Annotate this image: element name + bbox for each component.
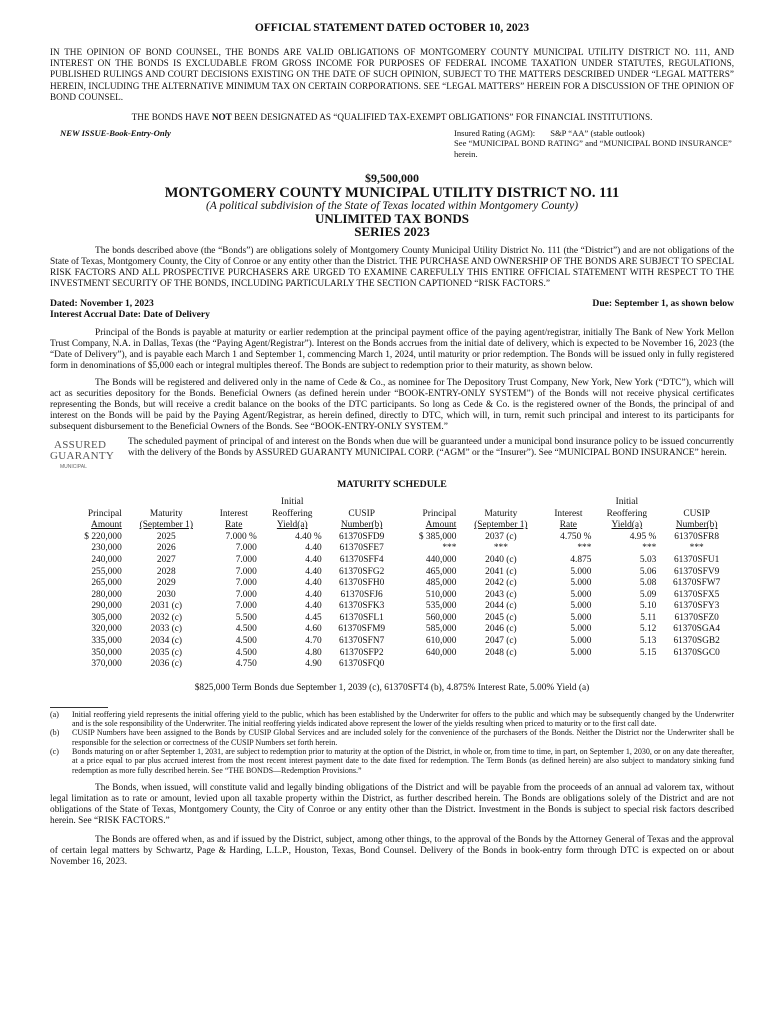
header-interest-line [545,497,591,509]
header-cusip-line: CUSIP [348,508,375,519]
insurance-paragraph: The scheduled payment of principal of and interest on the Bonds when due will be guaranteed under a municipal bond insurance policy to be issued concurrently with the delivery of the Bonds by ASSURED GUARANTY MUNICIPAL CORP. (“AGM” or the “Insurer”). See “MUNICIPAL BOND INSURANCE” herein. [128,437,734,459]
logo-line-1: ASSURED [54,439,107,452]
table-cell-reoffering: 4.80 [305,647,322,658]
header-principal-line: Amount [425,520,457,531]
table-cell-principal: 585,000 [425,624,457,635]
header-principal-line: Amount [91,520,122,531]
table-cell-maturity: 2048 (c) [485,647,517,658]
table-cell-interest: 7.000 [235,543,257,554]
table-cell-interest: 5.000 [570,624,592,635]
table-cell-principal: 305,000 [91,612,122,623]
table-cell-cusip: 61370SGB2 [673,636,720,647]
table-cell-interest: 4.500 [235,636,257,647]
table-cell-cusip: *** [689,543,704,554]
header-maturity-line: (September 1) [139,520,193,531]
header-maturity-line: Maturity [149,508,183,519]
table-cell-interest: 7.000 [235,554,257,565]
header-reoffering [260,497,325,532]
header-reoffering-line: Yield(a) [611,520,643,531]
header-interest-line: Interest [219,508,248,519]
logo-line-3: MUNICIPAL [60,464,87,471]
table-cell-reoffering: 5.13 [639,636,657,647]
table-cell-principal: 320,000 [91,624,122,635]
header-interest [208,497,260,532]
header-cusip-line [328,497,396,509]
table-cell-interest: 7.000 [235,566,257,577]
dates-row [50,298,734,309]
table-cell-maturity: 2031 (c) [150,601,183,612]
footnote [50,728,734,747]
footnote-text: Initial reoffering yield represents the initial offering yield to the public, which has been established by the Underwriter for offers to the public and which may be subsequently changed by the Underwriter and is the sole responsibility of the Underwriter. The initial reoffering yields indicated above represent the lower of the yields resulting when priced to maturity or to the first call date. [72,709,734,729]
footnote-rule [50,707,108,708]
tax-exempt-post: BEEN DESIGNATED AS “QUALIFIED TAX-EXEMPT OBLIGATIONS” FOR FINANCIAL INSTITUTIONS. [231,112,653,123]
registration-paragraph: The Bonds will be registered and delivered only in the name of Cede & Co., as nominee for The Depository Trust Company, New York, New York (“DTC”), which will act as securities depository for the Bonds. Beneficial Owners (as defined herein under “BOOK-ENTRY-ONLY SYSTEM”) of the Bonds will not receive physical certificates representing the Bonds, but will receive a credit balance on the books of the DTC participants. So long as Cede & Co. is the registered owner of the Bonds, the principal of and interest on the Bonds will be paid by the Paying Agent/Registrar, as herein defined, directly to DTC, which will, in turn, remit such principal and interest to its participants for subsequent disbursement to the Beneficial Owners of the Bonds. See “BOOK-ENTRY-ONLY SYSTEM.” [50,378,734,433]
assured-guaranty-logo [50,437,128,471]
footnote-text: Bonds maturing on or after September 1, 2031, are subject to redemption prior to maturity at the option of the District, in whole or, from time to time, in part, on September 1, 2030, or on any date thereafter, at a price equal to par plus accrued interest from the most recent interest payment date to the date fixed for redemption. The Term Bonds (as defined herein) are also subject to mandatory sinking fund redemption as more fully described herein. See “THE BONDS—Redemption Provisions.” [72,747,734,775]
table-cell-interest: 5.000 [570,578,592,589]
tax-exempt-pre: THE BONDS HAVE [131,112,212,123]
header-principal-line [402,497,457,509]
header-principal [399,497,460,532]
table-cell-principal: 485,000 [425,578,457,589]
table-cell-cusip: 61370SFL1 [339,612,384,623]
table-cell-interest: 5.000 [570,636,592,647]
table-cell-cusip: 61370SFG2 [338,566,385,577]
table-cell-cusip: 61370SFM9 [338,624,386,635]
header-cusip [659,497,734,532]
table-cell-reoffering: 5.06 [639,566,657,577]
table-cell-cusip: 61370SFR8 [674,531,720,542]
table-cell-maturity: 2033 (c) [150,624,183,635]
table-cell-cusip: 61370SFF4 [339,554,384,565]
table-cell-reoffering: 4.40 [305,543,322,554]
table-cell-interest: 7.000 % [225,531,257,542]
table-row [64,543,734,555]
header-cusip-line: Number(b) [340,520,383,531]
table-cell-cusip: 61370SFY3 [673,601,720,612]
table-cell-cusip: 61370SFJ6 [340,589,383,600]
table-cell-maturity: *** [493,543,508,554]
table-row [64,578,734,590]
table-cell-reoffering: 5.03 [639,554,657,565]
table-cell-maturity: 2025 [156,531,176,542]
header-row [64,497,734,532]
header-maturity-line: (September 1) [474,520,528,531]
table-cell-maturity: 2030 [156,589,176,600]
table-cell-reoffering: 4.40 [305,589,322,600]
issuer-subdivision: (A political subdivision of the State of Texas located within Montgomery County) [205,200,579,213]
new-issue-label: NEW ISSUE-Book-Entry-Only [60,128,171,139]
table-cell-maturity: 2040 (c) [485,554,517,565]
table-cell-interest: 4.750 [235,659,257,670]
table-cell-cusip: 61370SFK3 [338,601,385,612]
offering-paragraph: The Bonds are offered when, as and if issued by the District, subject, among other things, to the approval of the Bonds by the Attorney General of Texas and the approval of certain legal matters by Schwartz, Page & Harding, L.L.P., Houston, Texas, Bond Counsel. Delivery of the Bonds in book-entry form through DTC is expected on or about November 16, 2023. [50,834,734,867]
table-cell-maturity: 2037 (c) [485,531,517,542]
table-cell-reoffering [594,659,659,671]
table-cell-maturity: 2028 [156,566,176,577]
header-principal-line: Principal [422,508,457,519]
table-cell-principal: 230,000 [91,543,122,554]
table-cell-cusip: 61370SFD9 [338,531,385,542]
table-cell-maturity: 2032 (c) [150,612,183,623]
table-row [64,567,734,579]
table-cell-reoffering: 4.45 [305,612,322,623]
table-row [64,601,734,613]
header-cusip [325,497,399,532]
header-cusip-line [662,497,731,509]
footnote [50,710,734,729]
tax-exempt-not: NOT [211,112,232,123]
table-cell-reoffering: 4.40 [305,554,322,565]
table-cell-principal: $ 385,000 [418,531,457,542]
table-cell-interest: 4.500 [235,624,257,635]
maturity-table-header [64,497,734,532]
table-cell-interest: 7.000 [235,589,257,600]
header-reoffering-line: Reoffering [606,508,648,519]
table-cell-interest: 4.500 [235,647,257,658]
table-cell-maturity: 2045 (c) [485,612,517,623]
header-maturity-line [128,497,205,509]
table-cell-reoffering: 5.10 [639,601,657,612]
table-cell-principal: 290,000 [91,601,122,612]
table-cell-reoffering: 5.11 [640,612,657,623]
obligations-paragraph: The Bonds, when issued, will constitute valid and legally binding obligations of the District and will be payable from the proceeds of an annual ad valorem tax, without legal limitation as to rate or amount, levied upon all taxable property within the District, as further described herein. The Bonds are obligations solely of the District and are not obligations of the State of Texas, Montgomery County, the City of Conroe or any entity other than the District. Investment in the Bonds is subject to special risk factors described herein. See “RISK FACTORS.” [50,782,734,826]
table-cell-interest: 4.750 % [560,531,592,542]
footnote-key: (a) [50,709,59,719]
table-cell-principal: 560,000 [425,612,457,623]
header-interest-line [211,497,257,509]
bond-series: SERIES 2023 [354,224,430,240]
table-cell-interest: 5.500 [235,612,257,623]
table-cell-principal: 535,000 [425,601,457,612]
header-maturity-line: Maturity [484,508,518,519]
table-cell-cusip: 61370SFN7 [338,636,385,647]
table-cell-reoffering: 5.12 [639,624,657,635]
table-cell-cusip: 61370SFZ0 [674,612,719,623]
principal-paragraph: Principal of the Bonds is payable at maturity or earlier redemption at the principal payment office of the paying agent/registrar, initially The Bank of New York Mellon Trust Company, N.A. in Dallas, Texas (the “Paying Agent/Registrar”). Interest on the Bonds accrues from the initial date of delivery, which is expected to be November 16, 2023 (the “Date of Delivery”), and is payable each March 1 and September 1, commencing March 1, 2024, until maturity or prior redemption. The Bonds will be issued only in fully registered form in denominations of $5,000 each or integral multiples thereof. The Bonds are subject to redemption prior to their maturity, as shown below. [50,328,734,372]
table-cell-principal: 265,000 [91,578,122,589]
table-row [64,555,734,567]
header-maturity [459,497,542,532]
table-cell-reoffering: 4.40 [305,601,322,612]
rating-line-2: See “MUNICIPAL BOND RATING” and “MUNICIPAL BOND INSURANCE” herein. [454,138,732,159]
table-cell-interest: *** [577,543,592,554]
table-cell-cusip: 61370SFU1 [673,554,720,565]
table-cell-principal: 640,000 [425,647,457,658]
table-row [64,624,734,636]
table-cell-reoffering: 4.40 [305,578,322,589]
bond-type: UNLIMITED TAX BONDS [314,211,470,227]
table-cell-maturity: 2041 (c) [485,566,517,577]
header-principal-line [67,497,122,509]
document-title: OFFICIAL STATEMENT DATED OCTOBER 10, 2023 [254,22,530,34]
dated-date: Dated: November 1, 2023 [50,298,154,310]
table-cell-maturity: 2044 (c) [485,601,517,612]
table-cell-maturity: 2034 (c) [150,636,183,647]
table-cell-principal: 370,000 [91,659,122,670]
table-cell-interest: 5.000 [570,612,592,623]
header-cusip-line: Number(b) [675,520,718,531]
bond-counsel-opinion: IN THE OPINION OF BOND COUNSEL, THE BONDS ARE VALID OBLIGATIONS OF MONTGOMERY COUNTY MUNICIPAL UTILITY DISTRICT NO. 111, AND INTEREST ON THE BONDS IS EXCLUDABLE FROM GROSS INCOME FOR PURPOSES OF FEDERAL INCOME TAXATION UNDER STATUTES, REGULATIONS, PUBLISHED RULINGS AND COURT DECISIONS EXISTING ON THE DATE OF SUCH OPINION, SUBJECT TO THE MATTERS DESCRIBED UNDER “LEGAL MATTERS” HEREIN, INCLUDING THE ALTERNATIVE MINIMUM TAX ON CERTAIN CORPORATIONS. SEE “LEGAL MATTERS” HEREIN FOR A DISCUSSION OF THE OPINION OF BOND COUNSEL. [50,47,734,102]
table-cell-maturity: 2027 [156,554,176,565]
table-cell-interest: 5.000 [570,647,592,658]
table-cell-maturity [459,659,542,671]
table-row [64,648,734,660]
table-cell-reoffering: 4.95 % [629,531,657,542]
maturity-table-body [64,532,734,671]
header-reoffering-line: Yield(a) [276,520,308,531]
table-cell-reoffering: 5.15 [639,647,657,658]
table-cell-principal: 350,000 [91,647,122,658]
table-cell-principal: 240,000 [91,554,122,565]
table-row [64,659,734,671]
table-cell-reoffering: *** [642,543,657,554]
table-cell-maturity: 2047 (c) [485,636,517,647]
table-cell-maturity: 2036 (c) [150,659,183,670]
table-cell-reoffering: 5.08 [639,578,657,589]
term-bonds-line: $825,000 Term Bonds due September 1, 2039 (c), 61370SFT4 (b), 4.875% Interest Rate, 5.00% Yield (a) [194,682,590,693]
issuer-name: MONTGOMERY COUNTY MUNICIPAL UTILITY DISTRICT NO. 111 [164,185,620,202]
header-interest-line: Interest [554,508,583,519]
rating-line-1: Insured Rating (AGM): S&P “AA” (stable outlook) [454,128,645,139]
table-row [64,613,734,625]
table-cell-maturity: 2042 (c) [485,578,517,589]
maturity-schedule-table [64,497,734,671]
table-cell-maturity: 2029 [156,578,176,589]
table-cell-principal: $ 220,000 [84,531,122,542]
table-cell-principal: 510,000 [425,589,457,600]
insurance-section [50,437,734,471]
table-cell-principal: 280,000 [91,589,122,600]
table-cell-maturity: 2035 (c) [150,647,183,658]
header-interest-line: Rate [559,520,577,531]
table-cell-principal [399,659,460,671]
header-reoffering [594,497,659,532]
table-cell-cusip: 61370SFE7 [339,543,384,554]
table-cell-principal: 465,000 [425,566,457,577]
header-interest [542,497,594,532]
header-principal-line: Principal [87,508,122,519]
table-cell-principal: *** [442,543,457,554]
table-cell-maturity: 2026 [156,543,176,554]
footnote-key: (c) [50,747,59,757]
table-cell-maturity: 2043 (c) [485,589,517,600]
table-cell-cusip: 61370SFV9 [673,566,720,577]
header-reoffering-line: Reoffering [272,508,313,519]
table-cell-interest: 5.000 [570,601,592,612]
table-cell-principal: 440,000 [425,554,457,565]
issue-info-row [50,128,734,159]
description-paragraph: The bonds described above (the “Bonds”) are obligations solely of Montgomery County Municipal Utility District No. 111 (the “District”) and are not obligations of the State of Texas, Montgomery County, the City of Conroe or any entity other than the District. THE PURCHASE AND OWNERSHIP OF THE BONDS ARE SUBJECT TO SPECIAL RISK FACTORS AND ALL PROSPECTIVE PURCHASERS ARE URGED TO EXAMINE CAREFULLY THIS ENTIRE OFFICIAL STATEMENT WITH RESPECT TO THE INVESTMENT SECURITY OF THE BONDS, INCLUDING PARTICULARLY THE SECTION CAPTIONED “RISK FACTORS.” [50,246,734,290]
table-cell-cusip [659,659,734,671]
table-cell-cusip: 61370SFQ0 [338,659,385,670]
table-cell-interest: 5.000 [570,589,592,600]
table-cell-cusip: 61370SFW7 [672,578,721,589]
table-cell-interest [542,659,594,671]
header-reoffering-line: Initial [281,497,304,508]
table-cell-reoffering: 4.90 [305,659,322,670]
due-date: Due: September 1, as shown below [592,298,734,310]
footnote-text: CUSIP Numbers have been assigned to the Bonds by CUSIP Global Services and are included solely for the convenience of the purchasers of the Bonds. Neither the District nor the Underwriter shall be responsible for the selection or correctness of the CUSIP Numbers set forth herein. [72,728,734,747]
table-cell-cusip: 61370SFH0 [338,578,385,589]
table-cell-maturity: 2046 (c) [485,624,517,635]
table-cell-reoffering: 4.60 [305,624,322,635]
table-cell-reoffering: 4.40 % [295,531,322,542]
tax-exempt-statement [50,112,734,122]
maturity-schedule-heading: MATURITY SCHEDULE [337,479,447,491]
table-cell-reoffering: 4.40 [305,566,322,577]
table-cell-cusip: 61370SGA4 [673,624,721,635]
header-maturity-line [462,497,539,509]
table-cell-interest: 5.000 [570,566,592,577]
logo-line-2: GUARANTY [50,450,115,463]
table-cell-interest: 7.000 [235,601,257,612]
header-cusip-line: CUSIP [683,508,710,519]
table-cell-interest: 4.875 [570,554,592,565]
footnote [50,747,734,775]
table-cell-principal: 610,000 [425,636,457,647]
table-cell-principal: 255,000 [91,566,122,577]
table-row [64,532,734,544]
table-cell-reoffering: 5.09 [639,589,657,600]
table-cell-cusip: 61370SGC0 [673,647,720,658]
table-row [64,636,734,648]
table-cell-reoffering: 4.70 [305,636,322,647]
table-cell-principal: 335,000 [91,636,122,647]
table-row [64,590,734,602]
issue-amount: $9,500,000 [365,171,419,186]
table-cell-interest: 7.000 [235,578,257,589]
header-interest-line: Rate [225,520,243,531]
header-reoffering-line: Initial [615,497,639,508]
footnotes [50,710,734,775]
header-maturity [125,497,208,532]
footnote-key: (b) [50,728,60,738]
table-cell-cusip: 61370SFX5 [673,589,720,600]
insured-rating [454,128,734,159]
header-principal [64,497,125,532]
accrual-date: Interest Accrual Date: Date of Delivery [50,309,210,321]
table-cell-cusip: 61370SFP2 [339,647,384,658]
